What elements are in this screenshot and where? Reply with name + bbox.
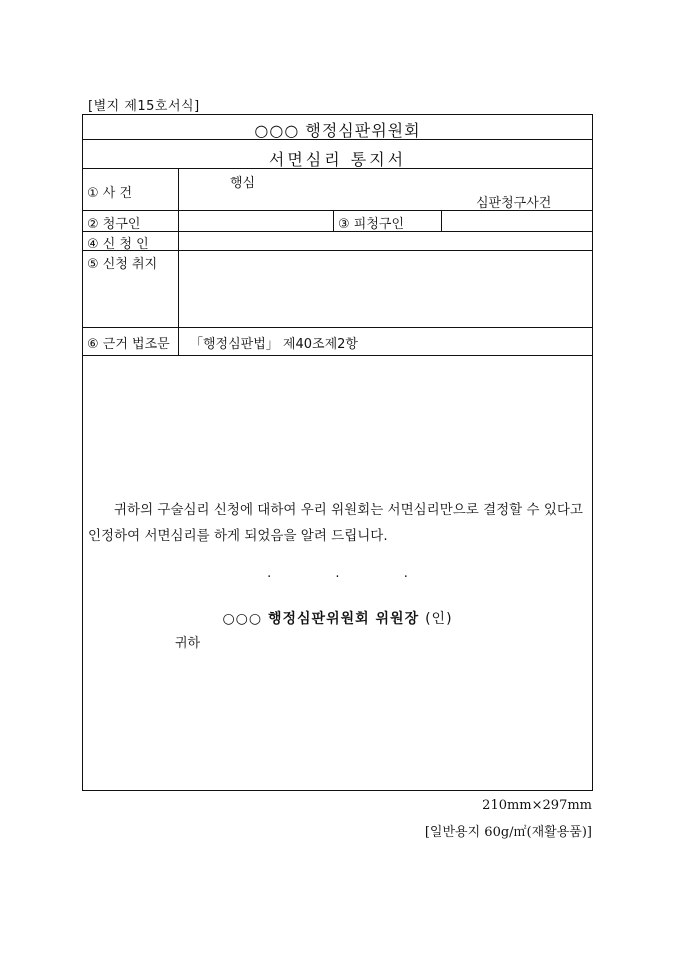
addressee: 귀하	[175, 636, 201, 651]
year-mark: .	[267, 566, 272, 581]
label-column-divider	[178, 168, 179, 355]
date-line	[82, 566, 593, 581]
document-title: 서면심리 통지서	[268, 150, 407, 169]
case-label: ① 사 건	[87, 186, 133, 201]
row-divider	[82, 250, 593, 251]
applicant-label: ④ 신 청 인	[87, 237, 149, 252]
paper-spec: [일반용지 60g/㎡(재활용품)]	[424, 825, 592, 840]
legal-basis-label: ⑥ 근거 법조문	[87, 337, 170, 352]
signer-name: ○○○ 행정심판위원회 위원장	[222, 611, 420, 627]
signer-line	[82, 608, 593, 628]
day-mark: .	[403, 566, 408, 581]
respondent-label-right-divider	[441, 210, 442, 231]
form-number: [별지 제15호서식]	[88, 99, 200, 114]
row-divider	[82, 355, 593, 356]
case-prefix: 행심	[230, 176, 256, 191]
committee-title: ○○○ 행정심판위원회	[254, 121, 421, 140]
month-mark: .	[335, 566, 340, 581]
respondent-label-left-divider	[333, 210, 334, 231]
case-suffix: 심판청구사건	[476, 196, 552, 211]
legal-basis-value: 「행정심판법」 제40조제2항	[190, 337, 358, 352]
paper-size: 210mm×297mm	[482, 798, 592, 813]
purpose-label: ⑤ 신청 취지	[87, 257, 158, 272]
notice-text	[88, 497, 593, 549]
seal-mark: (인)	[425, 611, 453, 627]
notice-text-content: 귀하의 구술심리 신청에 대하여 우리 위원회는 서면심리만으로 결정할 수 있다고 인정하여 서면심리를 하게 되었음을 알려 드립니다.	[88, 502, 583, 544]
row-divider	[82, 327, 593, 328]
respondent-label: ③ 피청구인	[338, 217, 405, 232]
claimant-label: ② 청구인	[87, 217, 141, 232]
